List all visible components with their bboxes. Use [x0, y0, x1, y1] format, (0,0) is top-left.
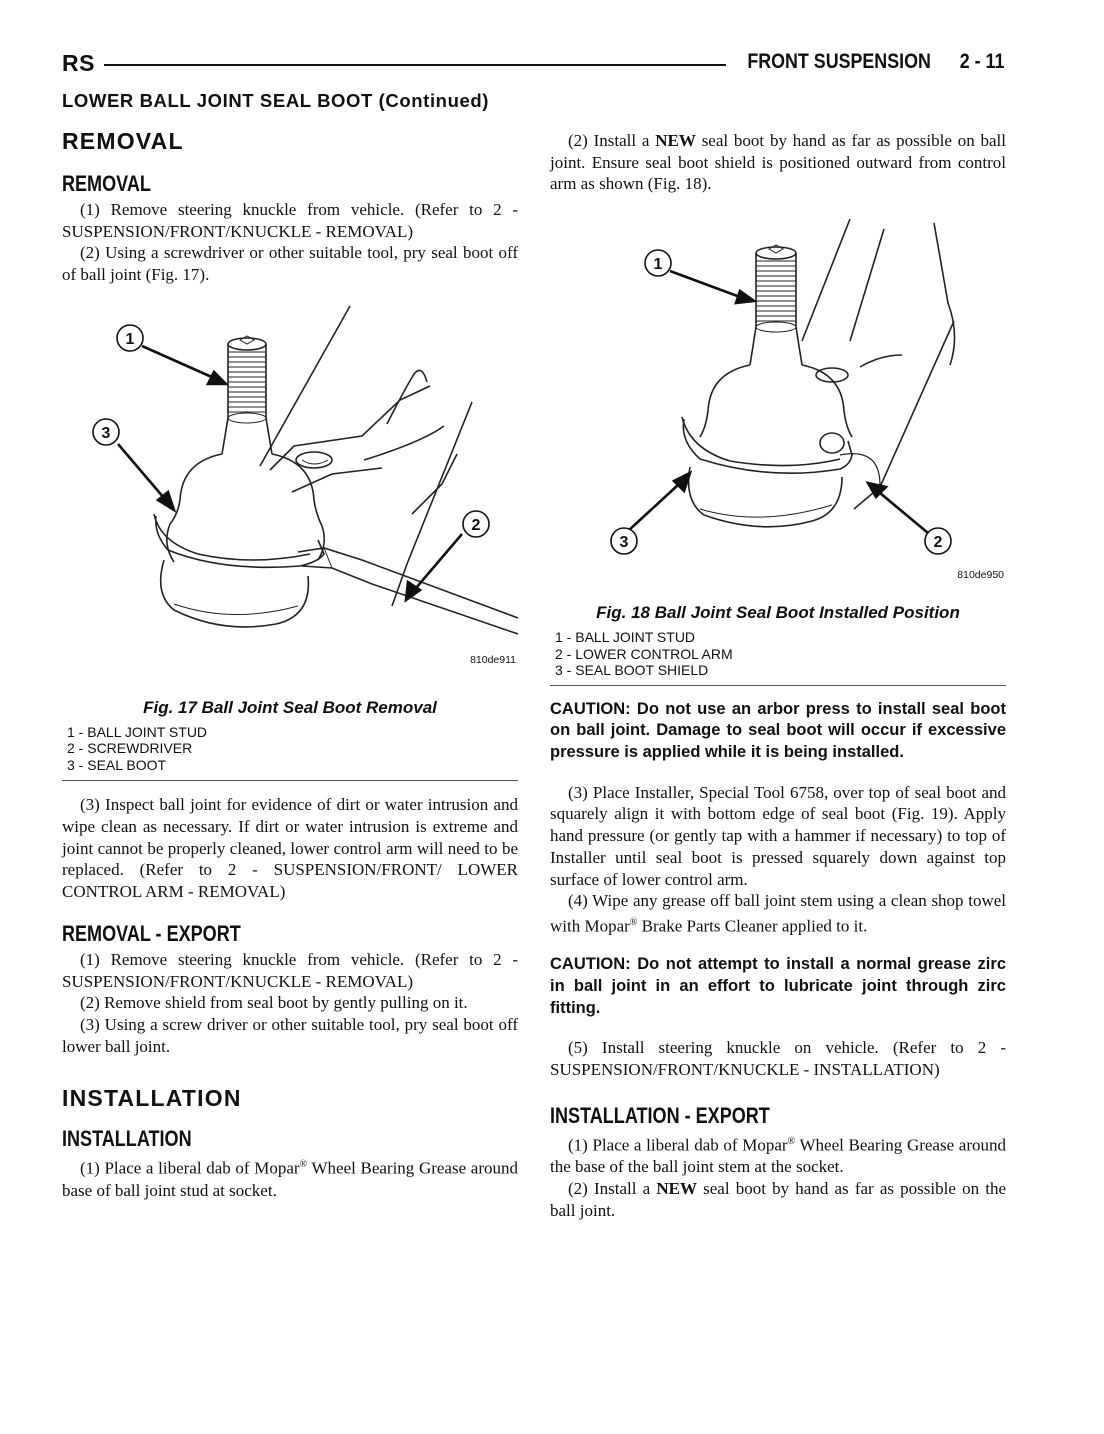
- fig17-legend-item: 3 - SEAL BOOT: [67, 756, 167, 773]
- header-rule: [104, 64, 726, 66]
- removal-step-1: (1) Remove steering knuckle from vehicle. (Refer to 2 - SUSPENSION/FRONT/KNUCKLE - REMOVAL): [62, 200, 518, 241]
- install-step-2: (2) Install a NEW seal boot by hand as far as possible on ball joint. Ensure seal boot shield is positioned outward from control arm as shown (Fig. 18).: [550, 131, 1006, 194]
- right-column: [550, 126, 1006, 1221]
- fig18-callout-1: 1: [653, 256, 663, 274]
- install-step-4: (4) Wipe any grease off ball joint stem using a clean shop towel with Mopar® Brake Parts Cleaner applied to it.: [550, 891, 1006, 936]
- fig18-rule: [550, 685, 1006, 686]
- installation-export-heading: INSTALLATION - EXPORT: [550, 1102, 770, 1128]
- fig18-callout-2: 2: [933, 534, 943, 552]
- install-step-3: (3) Place Installer, Special Tool 6758, over top of seal boot and squarely align it with bottom edge of seal boot (Fig. 19). Apply hand pressure (or gently tap with a hammer if necessary) to top of Installer until seal boot is pressed squarely down against top surface of lower control arm.: [550, 782, 1006, 889]
- install-step-5: (5) Install steering knuckle on vehicle. (Refer to 2 - SUSPENSION/FRONT/KNUCKLE - INSTALLATION): [550, 1038, 1006, 1080]
- topic-heading: LOWER BALL JOINT SEAL BOOT (Continued): [62, 90, 490, 111]
- running-header: [747, 50, 1004, 74]
- fig18-legend: [550, 629, 1006, 679]
- removal-major-heading: REMOVAL: [62, 128, 184, 154]
- page-number: 2 - 11: [959, 50, 1004, 73]
- removal-step-2: (2) Using a screwdriver or other suitable tool, pry seal boot off of ball joint (Fig. 17).: [62, 243, 518, 285]
- figure-17: [62, 304, 518, 706]
- export-step-1: (1) Remove steering knuckle from vehicle. (Refer to 2 - SUSPENSION/FRONT/KNUCKLE - REMOVAL): [62, 949, 518, 991]
- install-export-step-1: (1) Place a liberal dab of Mopar® Wheel Bearing Grease around the base of the ball joint stem at the socket.: [550, 1135, 1006, 1177]
- fig18-legend-item: 1 - BALL JOINT STUD: [555, 629, 696, 646]
- fig17-callout-3: 3: [101, 424, 111, 442]
- left-column: [62, 126, 518, 1201]
- fig17-title: Fig. 17 Ball Joint Seal Boot Removal: [143, 697, 437, 717]
- ball-joint-installed-illustration: [550, 215, 1006, 615]
- installation-major-heading: INSTALLATION: [62, 1085, 242, 1112]
- fig18-code: 810de950: [957, 569, 1004, 582]
- export-step-2: (2) Remove shield from seal boot by gently pulling on it.: [80, 993, 468, 1013]
- figure-18: [550, 215, 1006, 615]
- caution-arbor-press: CAUTION: Do not use an arbor press to install seal boot on ball joint. Damage to seal boot will occur if excessive pressure is applied while it is being installed.: [550, 699, 1006, 762]
- install-step-1: (1) Place a liberal dab of Mopar® Wheel Bearing Grease around base of ball joint stud at socket.: [62, 1159, 518, 1200]
- install-export-step-2: (2) Install a NEW seal boot by hand as far as possible on the ball joint.: [550, 1178, 1006, 1220]
- fig17-legend: [62, 724, 518, 774]
- fig17-rule: [62, 780, 518, 781]
- caution-grease-zirc: CAUTION: Do not attempt to install a normal grease zirc in ball joint in an effort to lubricate joint through zirc fitting.: [550, 955, 1006, 1017]
- fig17-code: 810de911: [470, 653, 516, 666]
- fig18-title: Fig. 18 Ball Joint Seal Boot Installed Position: [596, 603, 960, 623]
- section-code: RS: [62, 50, 95, 76]
- fig18-legend-item: 3 - SEAL BOOT SHIELD: [555, 662, 709, 679]
- export-step-3: (3) Using a screw driver or other suitable tool, pry seal boot off lower ball joint.: [62, 1014, 518, 1056]
- removal-minor-heading: REMOVAL: [62, 171, 151, 196]
- fig17-legend-item: 1 - BALL JOINT STUD: [67, 723, 208, 740]
- fig17-callout-2: 2: [471, 516, 481, 534]
- fig17-callout-1: 1: [125, 330, 135, 348]
- removal-step-3: (3) Inspect ball joint for evidence of dirt or water intrusion and wipe clean as necessary. If dirt or water intrusion is extreme and joint cannot be properly cleaned, lower control arm will need to be replaced. (Refer to 2 - SUSPENSION/FRONT/ LOWER CONTROL ARM - REMOVAL): [62, 795, 518, 902]
- installation-minor-heading: INSTALLATION: [62, 1126, 192, 1152]
- chapter-title: FRONT SUSPENSION: [746, 50, 931, 73]
- fig17-legend-item: 2 - SCREWDRIVER: [67, 740, 193, 757]
- fig18-legend-item: 2 - LOWER CONTROL ARM: [555, 645, 733, 662]
- removal-export-heading: REMOVAL - EXPORT: [62, 920, 241, 946]
- ball-joint-removal-illustration: [62, 304, 518, 706]
- fig18-callout-3: 3: [619, 534, 629, 552]
